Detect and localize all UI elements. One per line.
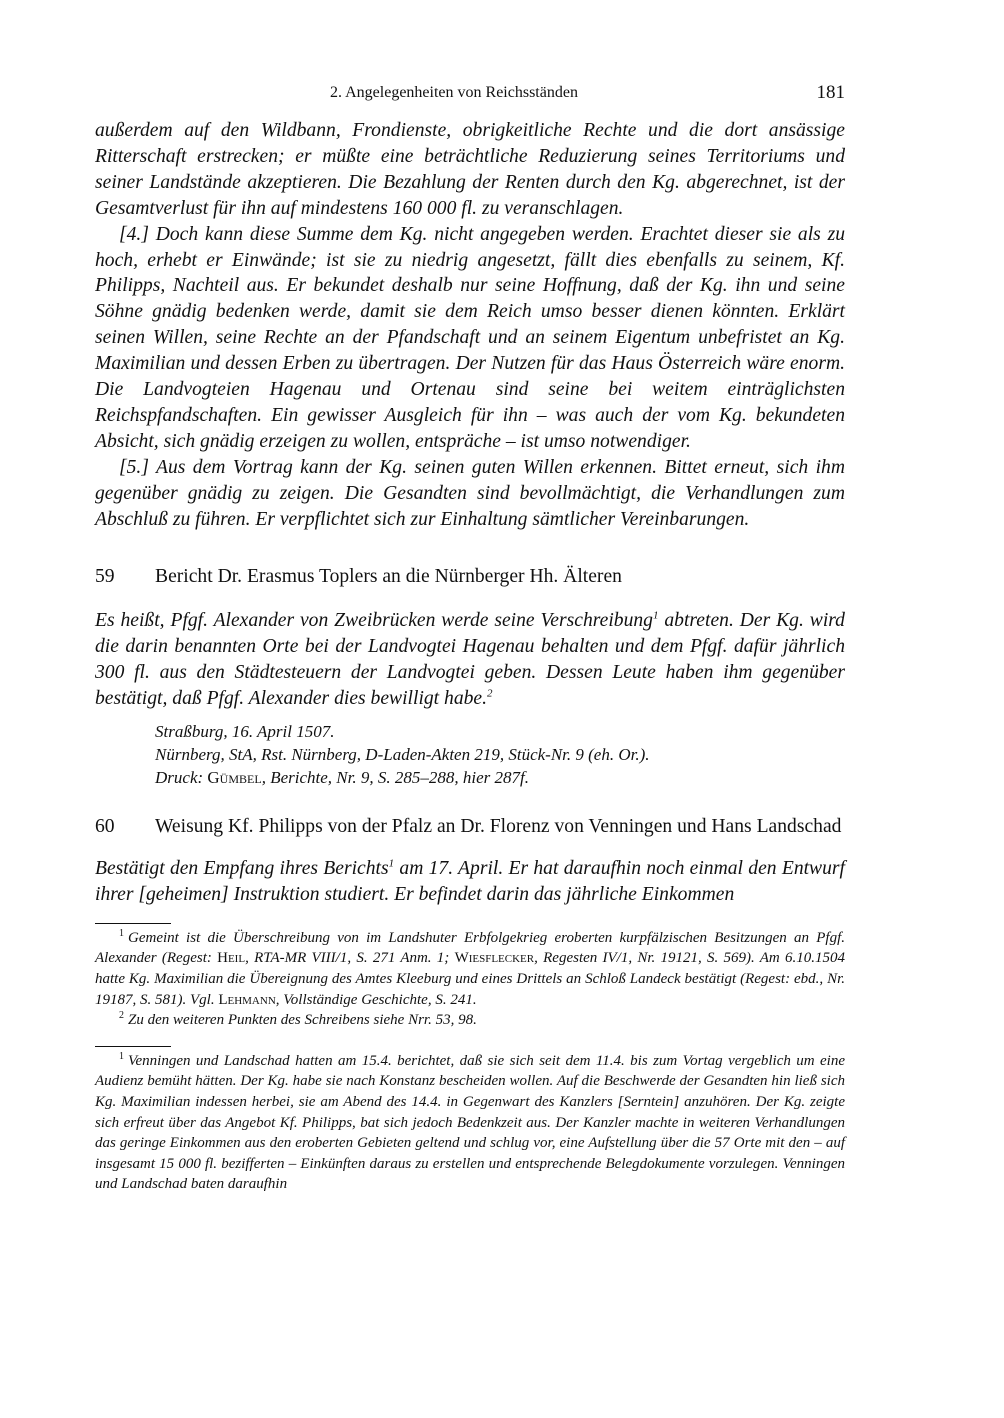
footnote-text: , RTA-MR VIII/1, S. 271 Anm. 1; bbox=[245, 950, 455, 967]
place-date: Straßburg, 16. April 1507. bbox=[155, 722, 335, 742]
summary-text: Bestätigt den Empfang ihres Berichts bbox=[95, 857, 389, 879]
footnote-text: Venningen und Landschad hatten am 15.4. berichtet, daß sie sich seit dem 11.4. bis zum Vortag vergeblich um eine Audienz bemüht hätten. Der Kg. habe sie nach Konstanz bescheiden wollen. Auf die Beschwerde der Gesandten hin ließ sich Kg. Maximilian indessen herbei, sie am Abend des 14.4. in Gegenwart des Kanzlers [Serntein] anzuhören. Der Kg. zeigte sich erfreut über das Angebot Kf. Philipps, bat sich jedoch Bedenkzeit aus. Der Kanzler machte in weiteren Verhandlungen das geringe Einkommen aus den eroberten Gebieten geltend und schlug vor, eine Aufstellung über die 57 Orte mit den – auf insgesamt 15 000 fl. bezifferten – Einkünften daraus zu erstellen und entsprechende Belegdokumente vorzulegen. Venningen und Landschad baten daraufhin bbox=[95, 1052, 845, 1193]
author-name: Heil bbox=[217, 950, 246, 967]
body-paragraph: [4.] Doch kann diese Summe dem Kg. nicht angegeben werden. Erachtet dieser sie als zu hoch, erhebt er Einwände; ist sie zu niedrig angesetzt, fällt dies ebenfalls zu seinem, Kf. Philipps, Nachteil aus. Er bekundet deshalb nur seine Hoffnung, daß der Kg. ihn und seine Söhne gnädig bedenken werde, damit sie dem Reich umso besser dienen könnten. Erklärt seinen Willen, seine Rechte an der Pfandschaft und an seinem Eigentum unbefristet an Kg. Maximilian und dessen Erben zu übertragen. Der Nutzen für das Haus Österreich wäre enorm. Die Landvogteien Hagenau und Ortenau sind seine bei weitem einträglichsten Reichspfandschaften. Ein gewisser Ausgleich für ihn – was auch der vom Kg. bekundeten Absicht, sich gnädig erzeigen zu wollen, entspräche – ist umso notwendiger. bbox=[95, 223, 845, 452]
footnote-mark: 1 bbox=[119, 1050, 124, 1062]
print-details: , Berichte, Nr. 9, S. 285–288, hier 287f. bbox=[261, 768, 529, 788]
entry-heading bbox=[95, 564, 845, 590]
footnote-text: Zu den weiteren Punkten des Schreibens siehe Nrr. 53, 98. bbox=[128, 1012, 477, 1029]
summary-text: abtreten. Der Kg. wird die darin benannten Orte bei der Landvogtei Hagenau behalten und dem Pfgf. dafür jährlich 300 fl. aus den Städtesteuern der Landvogtei geben. Dessen Leute haben ihm gegenüber bestätigt, daß Pfgf. Alexander dies bewilligt habe. bbox=[95, 610, 845, 710]
footnote-ref: 1 bbox=[652, 609, 659, 622]
author-name: Lehmann bbox=[218, 991, 276, 1008]
footnote bbox=[95, 1010, 845, 1031]
footnote-ref: 2 bbox=[487, 687, 493, 700]
footnote-mark: 2 bbox=[119, 1010, 124, 1022]
page-number: 181 bbox=[816, 82, 845, 103]
print-reference bbox=[155, 766, 845, 789]
summary-text: am 17. April. Er hat daraufhin noch einmal den Entwurf ihrer [geheimen] Instruktion studiert. Er befindet darin das jährliche Einkommen bbox=[95, 857, 845, 905]
entry-summary bbox=[95, 608, 845, 712]
footnotes-entry-60 bbox=[95, 1051, 845, 1195]
entry-number: 60 bbox=[95, 816, 115, 838]
footnote-rule bbox=[95, 1046, 171, 1047]
entry-title: Weisung Kf. Philipps von der Pfalz an Dr. Florenz von Venningen und Hans Landschad bbox=[155, 816, 842, 838]
author-name: Wiesflecker bbox=[454, 950, 535, 967]
footnote bbox=[95, 928, 845, 1010]
body-paragraph: [5.] Aus dem Vortrag kann der Kg. seinen guten Willen erkennen. Bittet erneut, sich ihm gegenüber gnädig zu zeigen. Die Gesandten sind bevollmächtigt, die Verhandlungen zum Abschluß zu führen. Er verpflichtet sich zur Einhaltung sämtlicher Vereinbarungen. bbox=[95, 456, 845, 530]
entry-metadata bbox=[95, 720, 845, 789]
footnote-text: , Regesten IV/1, Nr. 19121, S. 569). Am 6.10.1504 hatte Kg. Maximilian die Übereignung des Amtes Kleeburg und eines Drittels an Schloß Landeck bestätigt (Regest: ebd., Nr. 19187, S. 581). Vgl. bbox=[95, 950, 845, 1008]
print-author: Gümbel bbox=[207, 768, 262, 788]
footnote-text: Gemeint ist die Überschreibung von im Landshuter Erbfolgekrieg eroberten kurpfälzischen Besitzungen an Pfgf. Alexander (Regest: bbox=[95, 929, 845, 967]
running-header bbox=[95, 82, 845, 108]
print-label: Druck: bbox=[155, 768, 208, 788]
entry-summary bbox=[95, 856, 845, 908]
footnote bbox=[95, 1051, 845, 1195]
footnote-rule bbox=[95, 923, 171, 924]
footnote-text: , Vollständige Geschichte, S. 241. bbox=[275, 991, 477, 1008]
page-body bbox=[95, 118, 845, 1195]
summary-text: Es heißt, Pfgf. Alexander von Zweibrücken werde seine Verschreibung bbox=[95, 610, 653, 632]
archive-reference: Nürnberg, StA, Rst. Nürnberg, D-Laden-Akten 219, Stück-Nr. 9 (eh. Or.). bbox=[155, 745, 650, 765]
entry-number: 59 bbox=[95, 565, 115, 587]
footnote-ref: 1 bbox=[388, 857, 395, 870]
body-paragraph: außerdem auf den Wildbann, Frondienste, obrigkeitliche Rechte und die dort ansässige Ritterschaft erstrecken; er müßte eine beträchtliche Reduzierung seines Territoriums und seiner Landstände akzeptieren. Die Bezahlung der Renten durch den Kg. abgerechnet, ist der Gesamtverlust für ihn auf mindestens 160 000 fl. zu veranschlagen. bbox=[95, 120, 845, 219]
footnotes-entry-59 bbox=[95, 928, 845, 1031]
footnote-mark: 1 bbox=[119, 927, 124, 939]
entry-title: Bericht Dr. Erasmus Toplers an die Nürnberger Hh. Älteren bbox=[155, 565, 622, 587]
running-title: 2. Angelegenheiten von Reichsständen bbox=[330, 84, 578, 101]
entry-heading bbox=[95, 814, 845, 840]
